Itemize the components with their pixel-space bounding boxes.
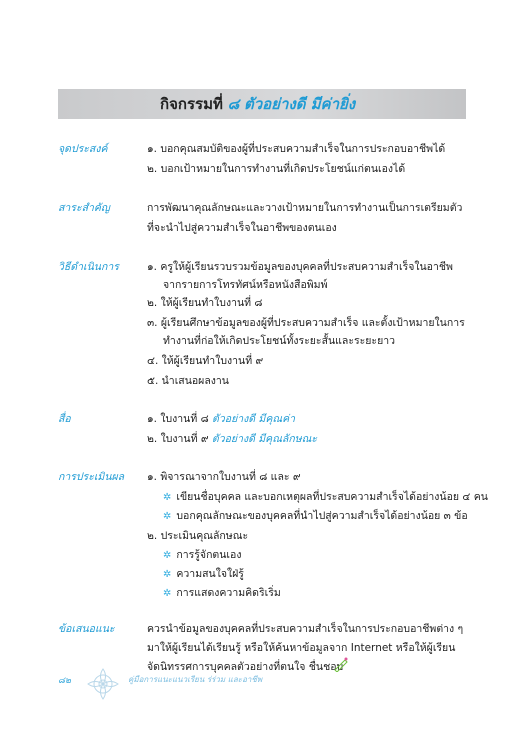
evaluation-bullet-5 bbox=[163, 584, 281, 601]
evaluation-bullet-3 bbox=[163, 546, 241, 563]
evaluation-bullet-3-text: การรู้จักตนเอง bbox=[176, 549, 242, 561]
method-label: วิธีดำเนินการ bbox=[58, 261, 119, 273]
objective-item-1: ๑. บอกคุณสมบัติของผู้ที่ประสบความสำเร็จในการประกอบอาชีพได้ bbox=[147, 143, 446, 155]
evaluation-label: การประเมินผล bbox=[58, 471, 125, 483]
evaluation-line-1: ๑. พิจารณาจากใบงานที่ ๘ และ ๙ bbox=[147, 471, 301, 483]
method-line-5: ทำงานที่ก่อให้เกิดประโยชน์ทั้งระยะสั้นและระยะยาว bbox=[163, 335, 396, 347]
method-line-4: ๓. ผู้เรียนศึกษาข้อมูลของผู้ที่ประสบความสำเร็จ และตั้งเป้าหมายในการ bbox=[147, 317, 465, 329]
footer-book-title: คู่มือการแนะแนวเรียน ร่ร่วม และอาชีพ bbox=[128, 675, 263, 684]
suggestion-line-1: ควรนำข้อมูลของบุคคลที่ประสบความสำเร็จในการประกอบอาชีพต่าง ๆ bbox=[147, 623, 464, 635]
method-line-2: จากรายการโทรทัศน์หรือหนังสือพิมพ์ bbox=[163, 279, 328, 291]
pencil-icon bbox=[333, 656, 349, 672]
method-line-1: ๑. ครูให้ผู้เรียนรวบรวมข้อมูลของบุคคลที่ประสบความสำเร็จในอาชีพ bbox=[147, 261, 453, 273]
media-label: สื่อ bbox=[58, 413, 71, 425]
objective-item-2: ๒. บอกเป้าหมายในการทำงานที่เกิดประโยชน์แก่ตนเองได้ bbox=[147, 163, 406, 175]
title-subtitle: ตัวอย่างดี มีค่ายิ่ง bbox=[243, 95, 356, 113]
essence-label: สาระสำคัญ bbox=[58, 202, 110, 214]
method-line-6: ๔. ให้ผู้เรียนทำใบงานที่ ๙ bbox=[147, 355, 264, 367]
method-line-7: ๕. นำเสนอผลงาน bbox=[147, 375, 229, 387]
method-line-3: ๒. ให้ผู้เรียนทำใบงานที่ ๘ bbox=[147, 297, 263, 309]
media-item-1-link: ตัวอย่างดี มีคุณค่า bbox=[212, 413, 296, 425]
objective-label: จุดประสงค์ bbox=[58, 143, 108, 155]
suggestion-label: ข้อเสนอแนะ bbox=[58, 623, 115, 635]
suggestion-line-3: จัดนิทรรศการบุคคลตัวอย่างที่ตนใจ ชื่นชอบ bbox=[147, 661, 344, 673]
page-number: ๘๒ bbox=[58, 676, 71, 686]
asterisk-icon: ✲ bbox=[163, 569, 172, 580]
evaluation-bullet-4 bbox=[163, 565, 244, 582]
title-number: ๘ bbox=[227, 95, 240, 113]
asterisk-icon: ✲ bbox=[163, 550, 172, 561]
evaluation-bullet-1-text: เขียนชื่อบุคคล และบอกเหตุผลที่ประสบความสำเร็จได้อย่างน้อย ๔ คน bbox=[176, 491, 488, 503]
media-item-2 bbox=[147, 430, 317, 447]
evaluation-bullet-5-text: การแสดงความคิดริเริ่ม bbox=[176, 587, 281, 599]
title-main: กิจกรรมที่ bbox=[160, 95, 223, 113]
media-item-2-prefix: ๒. ใบงานที่ ๙ bbox=[147, 433, 209, 445]
asterisk-icon: ✲ bbox=[163, 492, 172, 503]
activity-title bbox=[160, 92, 355, 116]
essence-line-1: การพัฒนาคุณลักษณะและวางเป้าหมายในการทำงานเป็นการเตรียมตัว bbox=[147, 202, 463, 214]
flower-ornament-icon bbox=[80, 664, 126, 704]
evaluation-line-2: ๒. ประเมินคุณลักษณะ bbox=[147, 530, 249, 542]
essence-line-2: ที่จะนำไปสู่ความสำเร็จในอาชีพของตนเอง bbox=[147, 222, 337, 234]
evaluation-bullet-4-text: ความสนใจใฝ่รู้ bbox=[176, 568, 244, 580]
suggestion-line-2: มาให้ผู้เรียนได้เรียนรู้ หรือให้ค้นหาข้อมูลจาก Internet หรือให้ผู้เรียน bbox=[147, 642, 456, 654]
media-item-2-link: ตัวอย่างดี มีคุณลักษณะ bbox=[211, 433, 318, 445]
evaluation-bullet-2-text: บอกคุณลักษณะของบุคคลที่นำไปสู่ความสำเร็จได้อย่างน้อย ๓ ข้อ bbox=[176, 510, 468, 522]
media-item-1 bbox=[147, 410, 295, 427]
asterisk-icon: ✲ bbox=[163, 588, 172, 599]
evaluation-bullet-2 bbox=[163, 507, 468, 524]
media-item-1-prefix: ๑. ใบงานที่ ๘ bbox=[147, 413, 209, 425]
evaluation-bullet-1 bbox=[163, 488, 488, 505]
asterisk-icon: ✲ bbox=[163, 511, 172, 522]
